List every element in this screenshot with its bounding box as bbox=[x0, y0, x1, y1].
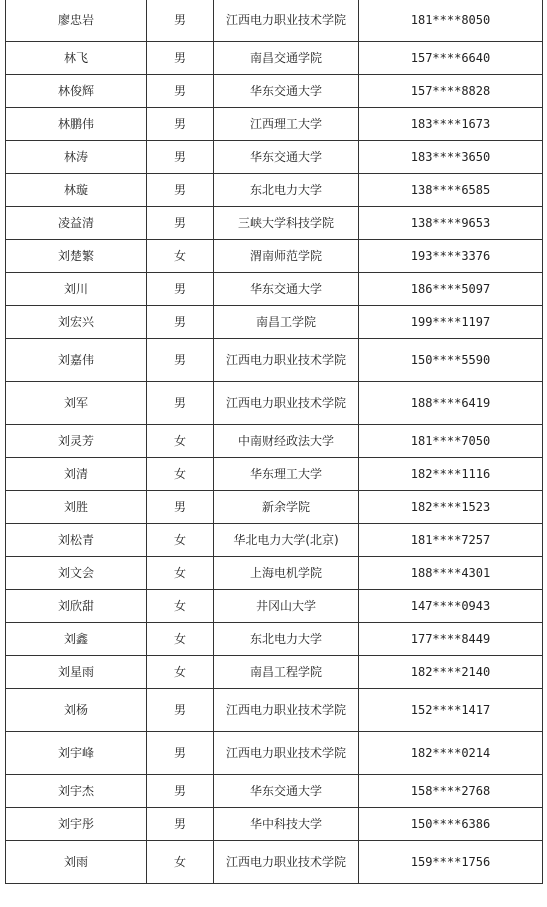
name-cell: 刘文会 bbox=[6, 557, 147, 590]
table-row bbox=[6, 108, 543, 141]
phone-cell: 181****7257 bbox=[359, 524, 543, 557]
gender-cell: 女 bbox=[147, 623, 214, 656]
phone-cell: 138****9653 bbox=[359, 207, 543, 240]
gender-cell: 男 bbox=[147, 775, 214, 808]
table-row bbox=[6, 207, 543, 240]
table-row bbox=[6, 656, 543, 689]
gender-cell: 女 bbox=[147, 240, 214, 273]
school-cell: 三峡大学科技学院 bbox=[214, 207, 359, 240]
gender-cell: 男 bbox=[147, 75, 214, 108]
gender-cell: 男 bbox=[147, 732, 214, 775]
name-cell: 刘灵芳 bbox=[6, 425, 147, 458]
name-cell: 刘清 bbox=[6, 458, 147, 491]
phone-cell: 150****6386 bbox=[359, 808, 543, 841]
name-cell: 刘楚繁 bbox=[6, 240, 147, 273]
table-row bbox=[6, 557, 543, 590]
gender-cell: 男 bbox=[147, 339, 214, 382]
gender-cell: 男 bbox=[147, 0, 214, 42]
table-row bbox=[6, 590, 543, 623]
gender-cell: 男 bbox=[147, 808, 214, 841]
phone-cell: 157****6640 bbox=[359, 42, 543, 75]
student-table bbox=[5, 0, 543, 884]
school-cell: 江西电力职业技术学院 bbox=[214, 841, 359, 884]
gender-cell: 女 bbox=[147, 524, 214, 557]
school-cell: 东北电力大学 bbox=[214, 174, 359, 207]
phone-cell: 147****0943 bbox=[359, 590, 543, 623]
gender-cell: 女 bbox=[147, 841, 214, 884]
name-cell: 刘宇彤 bbox=[6, 808, 147, 841]
table-row bbox=[6, 425, 543, 458]
phone-cell: 138****6585 bbox=[359, 174, 543, 207]
gender-cell: 男 bbox=[147, 306, 214, 339]
phone-cell: 186****5097 bbox=[359, 273, 543, 306]
gender-cell: 男 bbox=[147, 42, 214, 75]
phone-cell: 188****6419 bbox=[359, 382, 543, 425]
phone-cell: 182****2140 bbox=[359, 656, 543, 689]
name-cell: 林鹏伟 bbox=[6, 108, 147, 141]
school-cell: 南昌工程学院 bbox=[214, 656, 359, 689]
phone-cell: 188****4301 bbox=[359, 557, 543, 590]
school-cell: 南昌工学院 bbox=[214, 306, 359, 339]
name-cell: 刘鑫 bbox=[6, 623, 147, 656]
school-cell: 华中科技大学 bbox=[214, 808, 359, 841]
gender-cell: 男 bbox=[147, 174, 214, 207]
school-cell: 华北电力大学(北京) bbox=[214, 524, 359, 557]
table-row bbox=[6, 306, 543, 339]
school-cell: 江西电力职业技术学院 bbox=[214, 339, 359, 382]
name-cell: 林飞 bbox=[6, 42, 147, 75]
table-row bbox=[6, 732, 543, 775]
table-body bbox=[6, 0, 543, 884]
name-cell: 刘宇峰 bbox=[6, 732, 147, 775]
school-cell: 上海电机学院 bbox=[214, 557, 359, 590]
phone-cell: 181****7050 bbox=[359, 425, 543, 458]
table-row bbox=[6, 841, 543, 884]
name-cell: 刘胜 bbox=[6, 491, 147, 524]
table-row bbox=[6, 339, 543, 382]
table-row bbox=[6, 42, 543, 75]
gender-cell: 男 bbox=[147, 382, 214, 425]
table-row bbox=[6, 623, 543, 656]
gender-cell: 女 bbox=[147, 590, 214, 623]
gender-cell: 男 bbox=[147, 273, 214, 306]
name-cell: 刘宇杰 bbox=[6, 775, 147, 808]
school-cell: 江西电力职业技术学院 bbox=[214, 0, 359, 42]
phone-cell: 183****1673 bbox=[359, 108, 543, 141]
table-row bbox=[6, 141, 543, 174]
name-cell: 刘军 bbox=[6, 382, 147, 425]
table-row bbox=[6, 382, 543, 425]
school-cell: 江西理工大学 bbox=[214, 108, 359, 141]
name-cell: 刘川 bbox=[6, 273, 147, 306]
name-cell: 刘杨 bbox=[6, 689, 147, 732]
table-row bbox=[6, 808, 543, 841]
table-row bbox=[6, 240, 543, 273]
phone-cell: 152****1417 bbox=[359, 689, 543, 732]
phone-cell: 199****1197 bbox=[359, 306, 543, 339]
gender-cell: 男 bbox=[147, 207, 214, 240]
gender-cell: 男 bbox=[147, 141, 214, 174]
gender-cell: 女 bbox=[147, 656, 214, 689]
name-cell: 刘星雨 bbox=[6, 656, 147, 689]
table-row bbox=[6, 524, 543, 557]
gender-cell: 男 bbox=[147, 108, 214, 141]
phone-cell: 177****8449 bbox=[359, 623, 543, 656]
phone-cell: 158****2768 bbox=[359, 775, 543, 808]
phone-cell: 193****3376 bbox=[359, 240, 543, 273]
name-cell: 刘雨 bbox=[6, 841, 147, 884]
gender-cell: 男 bbox=[147, 491, 214, 524]
name-cell: 刘松青 bbox=[6, 524, 147, 557]
phone-cell: 182****0214 bbox=[359, 732, 543, 775]
phone-cell: 159****1756 bbox=[359, 841, 543, 884]
table-row bbox=[6, 491, 543, 524]
school-cell: 江西电力职业技术学院 bbox=[214, 382, 359, 425]
name-cell: 林俊辉 bbox=[6, 75, 147, 108]
table-row bbox=[6, 689, 543, 732]
table-row bbox=[6, 273, 543, 306]
school-cell: 南昌交通学院 bbox=[214, 42, 359, 75]
name-cell: 廖忠岩 bbox=[6, 0, 147, 42]
school-cell: 华东交通大学 bbox=[214, 75, 359, 108]
table-row bbox=[6, 75, 543, 108]
phone-cell: 183****3650 bbox=[359, 141, 543, 174]
phone-cell: 182****1523 bbox=[359, 491, 543, 524]
school-cell: 华东交通大学 bbox=[214, 273, 359, 306]
table-row bbox=[6, 458, 543, 491]
school-cell: 华东理工大学 bbox=[214, 458, 359, 491]
table-row bbox=[6, 775, 543, 808]
school-cell: 江西电力职业技术学院 bbox=[214, 732, 359, 775]
name-cell: 凌益清 bbox=[6, 207, 147, 240]
school-cell: 华东交通大学 bbox=[214, 141, 359, 174]
name-cell: 刘宏兴 bbox=[6, 306, 147, 339]
school-cell: 中南财经政法大学 bbox=[214, 425, 359, 458]
gender-cell: 女 bbox=[147, 557, 214, 590]
gender-cell: 男 bbox=[147, 689, 214, 732]
gender-cell: 女 bbox=[147, 425, 214, 458]
table-row bbox=[6, 174, 543, 207]
table-row bbox=[6, 0, 543, 42]
school-cell: 新余学院 bbox=[214, 491, 359, 524]
name-cell: 刘欣甜 bbox=[6, 590, 147, 623]
name-cell: 刘嘉伟 bbox=[6, 339, 147, 382]
school-cell: 华东交通大学 bbox=[214, 775, 359, 808]
school-cell: 井冈山大学 bbox=[214, 590, 359, 623]
phone-cell: 181****8050 bbox=[359, 0, 543, 42]
name-cell: 林璇 bbox=[6, 174, 147, 207]
school-cell: 东北电力大学 bbox=[214, 623, 359, 656]
school-cell: 江西电力职业技术学院 bbox=[214, 689, 359, 732]
gender-cell: 女 bbox=[147, 458, 214, 491]
phone-cell: 157****8828 bbox=[359, 75, 543, 108]
name-cell: 林涛 bbox=[6, 141, 147, 174]
school-cell: 渭南师范学院 bbox=[214, 240, 359, 273]
phone-cell: 182****1116 bbox=[359, 458, 543, 491]
phone-cell: 150****5590 bbox=[359, 339, 543, 382]
